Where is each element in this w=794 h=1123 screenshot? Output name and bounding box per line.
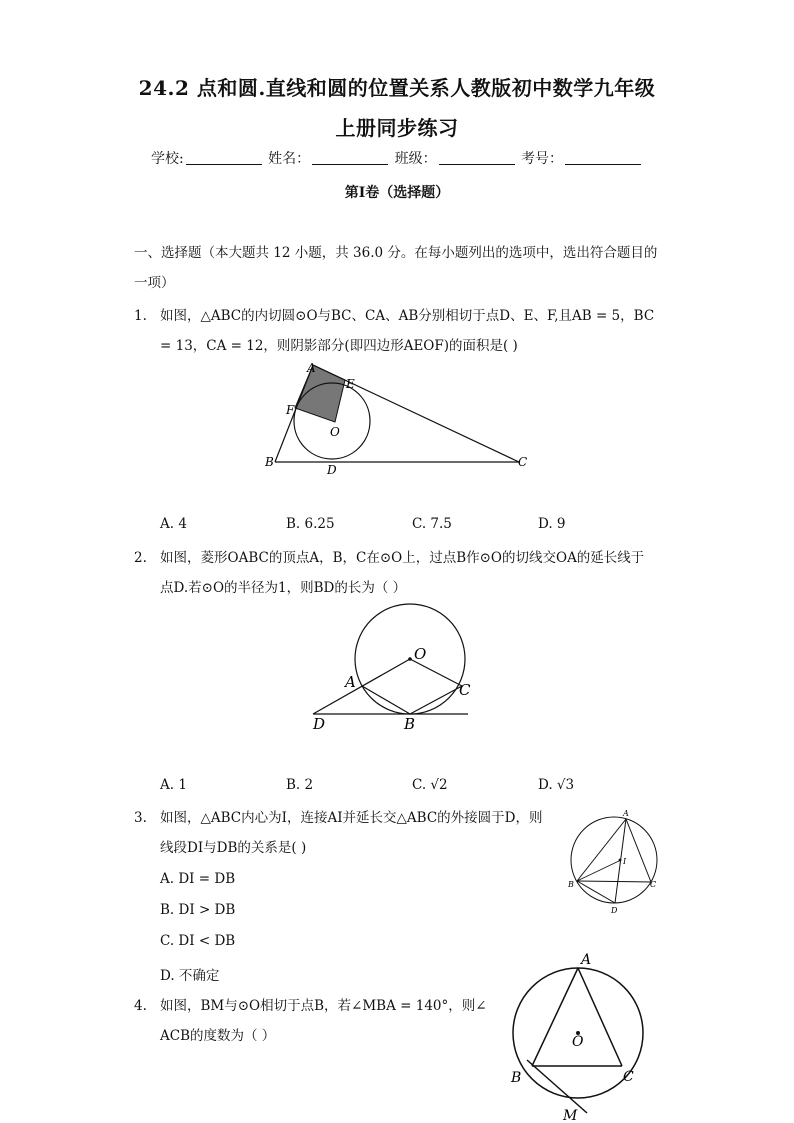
q2-label-o: O xyxy=(414,645,427,663)
question-number: 4. xyxy=(134,998,147,1014)
name-blank[interactable] xyxy=(312,150,388,165)
school-label: 学校: xyxy=(150,151,184,167)
q1-option-d[interactable]: D. 9 xyxy=(538,516,566,532)
q1-label-f: F xyxy=(286,403,295,417)
q2-label-b: B xyxy=(404,715,416,733)
class-label: 班级： xyxy=(394,151,437,167)
q3-label-i: I xyxy=(623,857,627,866)
question-1 xyxy=(134,306,670,356)
q3-option-c[interactable]: C. DI < DB xyxy=(160,933,236,949)
question-4 xyxy=(134,996,500,1046)
school-blank[interactable] xyxy=(186,150,262,165)
question-1-line1: 如图，△ABC的内切圆⊙O与BC、CA、AB分别相切于点D、E、F,且AB = 5，BC xyxy=(160,308,655,324)
q4-label-b: B xyxy=(511,1070,522,1086)
question-number: 1. xyxy=(134,308,147,324)
question-3-line1: 如图，△ABC内心为I，连接AI并延长交△ABC的外接圆于D，则 xyxy=(160,810,543,826)
question-2 xyxy=(134,548,670,598)
q3-figure xyxy=(562,808,666,918)
section-line1: 一、选择题（本大题共 12 小题，共 36.0 分。在每小题列出的选项中，选出符合题目的 xyxy=(134,245,658,261)
doc-title-line2: 上册同步练习 xyxy=(335,116,459,140)
q3-label-b: B xyxy=(568,880,574,889)
student-info-row xyxy=(0,148,794,168)
q2-option-c[interactable]: C. √2 xyxy=(412,777,448,793)
question-4-line2: ACB的度数为（ ） xyxy=(160,1028,276,1044)
q3-option-a[interactable]: A. DI = DB xyxy=(160,871,236,887)
name-label: 姓名： xyxy=(268,151,311,167)
q1-label-b: B xyxy=(265,455,274,469)
q1-figure xyxy=(260,360,540,480)
q2-label-d: D xyxy=(313,715,326,733)
q1-option-b[interactable]: B. 6.25 xyxy=(286,516,335,532)
number-blank[interactable] xyxy=(565,150,641,165)
q4-figure xyxy=(505,948,655,1123)
q2-label-a: A xyxy=(345,673,356,691)
q3-label-a: A xyxy=(623,809,629,818)
q3-label-c: C xyxy=(650,880,657,889)
q4-label-c: C xyxy=(623,1069,634,1085)
doc-title-line1: 24.2 点和圆.直线和圆的位置关系人教版初中数学九年级 xyxy=(138,76,656,100)
q1-option-c[interactable]: C. 7.5 xyxy=(412,516,452,532)
q2-option-a[interactable]: A. 1 xyxy=(160,777,187,793)
volume-heading: 第Ⅰ卷（选择题） xyxy=(344,185,450,201)
question-3-line2: 线段DI与DB的关系是( ) xyxy=(160,840,307,856)
q2-figure xyxy=(305,602,480,762)
q2-option-d[interactable]: D. √3 xyxy=(538,777,575,793)
question-2-line1: 如图，菱形OABC的顶点A，B，C在⊙O上，过点B作⊙O的切线交OA的延长线于 xyxy=(160,550,645,566)
q2-option-b[interactable]: B. 2 xyxy=(286,777,314,793)
question-3 xyxy=(134,808,560,858)
q3-option-d[interactable]: D. 不确定 xyxy=(160,968,220,984)
q1-label-d: D xyxy=(327,463,337,477)
section-heading xyxy=(134,243,657,293)
number-label: 考号： xyxy=(521,151,564,167)
section-line2: 一项） xyxy=(134,275,175,291)
q1-label-e: E xyxy=(346,377,355,391)
question-1-line2: = 13，CA = 12，则阴影部分(即四边形AEOF)的面积是( ) xyxy=(160,338,518,354)
q4-label-a: A xyxy=(581,952,592,968)
class-blank[interactable] xyxy=(439,150,515,165)
q4-label-o: O xyxy=(572,1034,584,1050)
q1-label-o: O xyxy=(330,425,340,439)
question-2-line2: 点D.若⊙O的半径为1，则BD的长为（ ） xyxy=(160,580,407,596)
q2-label-c: C xyxy=(459,681,471,699)
question-4-line1: 如图，BM与⊙O相切于点B，若∠MBA = 140°，则∠ xyxy=(160,998,487,1014)
question-number: 2. xyxy=(134,550,147,566)
q3-option-b[interactable]: B. DI > DB xyxy=(160,902,236,918)
question-number: 3. xyxy=(134,810,147,826)
q1-label-c: C xyxy=(518,455,528,469)
q4-label-m: M xyxy=(563,1108,578,1123)
q1-label-a: A xyxy=(307,361,316,375)
q1-option-a[interactable]: A. 4 xyxy=(160,516,187,532)
q3-label-d: D xyxy=(611,906,618,915)
